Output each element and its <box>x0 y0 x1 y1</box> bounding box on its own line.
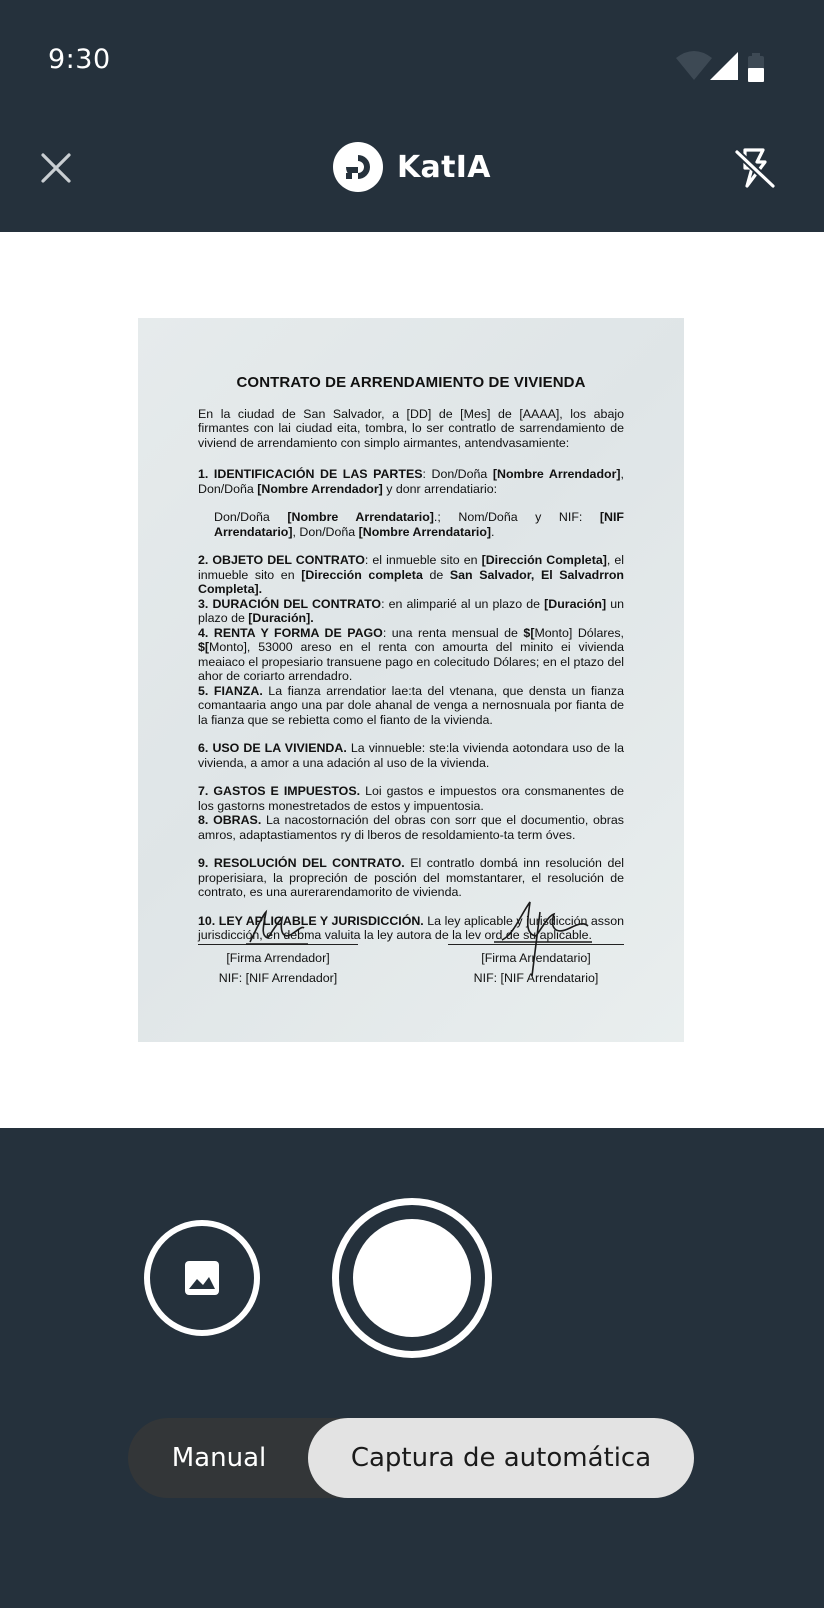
mode-manual-option[interactable]: Manual <box>171 1443 267 1473</box>
shutter-button[interactable] <box>332 1198 492 1358</box>
clause-bold: [Dirección Completa] <box>481 553 607 567</box>
clause-text: : Don/Doña <box>422 467 493 481</box>
clause-text: , Don/Doña <box>198 467 624 496</box>
clause-7 <box>198 784 624 813</box>
clause-text: .; Nom/Doña y NIF: <box>433 510 600 524</box>
clause-heading: LEY APLICABLE Y JURISDICCIÓN. <box>218 913 424 928</box>
clause-2 <box>198 553 624 597</box>
signature-arrendador <box>198 908 358 988</box>
camera-viewfinder <box>0 232 824 1128</box>
clause-text: La fianza arrendatior lae:ta del vtenana, que densta un fianza comantaaria ango una par dole ahanal de venga a nernosnuala por fianta de la fianza que se rebietta como el fianto de la vivienda. <box>198 683 624 727</box>
close-button[interactable] <box>30 142 82 194</box>
clause-number: 9. <box>198 856 209 870</box>
clause-3 <box>198 597 624 626</box>
clause-bold: $[ <box>198 640 210 654</box>
clause-text: : una renta mensual de <box>382 625 524 640</box>
capture-mode-toggle <box>128 1418 694 1498</box>
flash-off-icon <box>733 146 777 190</box>
close-icon <box>39 151 73 185</box>
clause-bold: San Salvador, El Salvadrron Completa]. <box>198 567 624 596</box>
clause-heading: RESOLUCIÓN DEL CONTRATO. <box>213 856 405 870</box>
clause-bold: [Nombre Arrendatario] <box>358 524 492 539</box>
clause-text: Monto] Dólares, <box>534 625 624 640</box>
brand <box>333 142 491 192</box>
cellular-signal-icon <box>710 52 738 80</box>
clause-heading: OBRAS. <box>213 813 262 827</box>
signature-name: [Firma Arrendatario] <box>481 951 591 965</box>
document-title: CONTRATO DE ARRENDAMIENTO DE VIVIENDA <box>236 374 586 391</box>
signature-nif: NIF: [NIF Arrendatario] <box>473 971 599 985</box>
document-intro: En la ciudad de San Salvador, a [DD] de [Mes] de [AAAA], los abajo firmantes con lai ciudad eita, tombra, lo ser contratlo de sarrendamiento de viviend de arrendamiento con simplo airmantes, antendvasamiente: <box>198 406 624 450</box>
clause-number: 3. <box>198 596 209 611</box>
clause-8 <box>198 813 624 842</box>
clause-text: La ley aplicable y jurisdicción asson jurisdicción, en debma valuita la ley autora de la lev ord de su aplicable. <box>198 913 624 942</box>
clause-text: Monto], 53000 areso en el renta con amourta del minito ei vivienda meaiaco el propesiario transuene pago en colecitudo Dólares; en el ptazo del ahor de coriarto arrendadro. <box>198 640 624 683</box>
clause-text: La nacostornación del obras con sorr que el documentio, obras amros, adaptastiamentos ry di lberos de resoldamiento-ta term óves. <box>198 813 624 842</box>
signatures <box>198 908 624 998</box>
clause-bold: $[ <box>523 625 535 640</box>
shutter-inner <box>353 1219 471 1337</box>
clause-text: . <box>491 524 495 539</box>
clause-number: 1. <box>198 467 209 481</box>
clause-number: 2. <box>198 553 209 567</box>
clause-number: 6. <box>198 741 209 755</box>
status-icons <box>676 50 776 84</box>
clause-heading: GASTOS E IMPUESTOS. <box>213 784 361 798</box>
clause-bold: [Nombre Arrendatario] <box>287 510 434 524</box>
gallery-button[interactable] <box>144 1220 260 1336</box>
scanned-document <box>138 318 684 1042</box>
clause-bold: [Dirección completa <box>301 567 423 582</box>
clause-text: Loi gastos e impuestos ora consmanentes de los gastorns monestretados de estos y impuentosia. <box>198 784 624 813</box>
clause-number: 8. <box>198 813 209 827</box>
clause-heading: OBJETO DEL CONTRATO <box>212 553 365 567</box>
camera-controls <box>0 1128 824 1608</box>
image-gallery-icon <box>183 1259 221 1297</box>
mode-auto-option[interactable]: Captura de automática <box>308 1418 694 1498</box>
battery-icon <box>748 53 764 82</box>
signature-nif: NIF: [NIF Arrendador] <box>218 971 338 985</box>
brand-logo-icon <box>333 142 383 192</box>
signature-name: [Firma Arrendador] <box>226 951 330 965</box>
clause-bold: [Nombre Arrendador] <box>492 467 621 481</box>
signature-scribble <box>242 908 312 948</box>
clause-heading: USO DE LA VIVIENDA. <box>212 741 347 755</box>
flash-toggle-button[interactable] <box>730 142 780 194</box>
status-time: 9:30 <box>48 44 111 75</box>
clause-9 <box>198 856 624 900</box>
clause-heading: DURACIÓN DEL CONTRATO <box>212 596 382 611</box>
signature-scribble <box>484 894 594 978</box>
clause-heading: IDENTIFICACIÓN DE LAS PARTES <box>213 467 423 481</box>
wifi-icon <box>676 51 712 80</box>
clause-6 <box>198 741 624 770</box>
clause-number: 7. <box>198 784 209 798</box>
clause-text: , el inmueble sito en <box>198 553 624 582</box>
clause-text: , Don/Doña <box>292 524 359 539</box>
clause-text: Don/Doña <box>214 510 288 524</box>
clause-text: un plazo de <box>198 596 624 625</box>
clause-number: 5. <box>198 683 209 698</box>
clause-bold: [Nombre Arrendador] <box>257 481 383 496</box>
clause-text: : el inmueble sito en <box>364 553 482 567</box>
clause-4 <box>198 626 624 684</box>
signature-arrendatario <box>448 908 624 988</box>
clause-1 <box>198 467 624 539</box>
clause-bold: [Duración] <box>544 596 607 611</box>
brand-name: KatIA <box>397 149 491 185</box>
clause-text: de <box>422 567 450 582</box>
clause-5 <box>198 684 624 728</box>
clause-bold: [NIF Arrendatario] <box>214 510 624 539</box>
clause-number: 10. <box>198 913 216 928</box>
clause-text: La vinnueble: ste:la vivienda aotondara uso de la vivienda, a amor a una adación al uso de la vivienda. <box>198 741 624 770</box>
clause-text: y donr arrendatiario: <box>382 481 498 496</box>
clause-text: : en alimparié al un plazo de <box>381 596 545 611</box>
clause-bold: [Duración]. <box>248 611 314 625</box>
app-bar <box>0 120 824 232</box>
clause-heading: FIANZA. <box>213 683 263 698</box>
clause-heading: RENTA Y FORMA DE PAGO <box>213 625 383 640</box>
clause-text: El contratlo dombá inn resolución del properisiara, la propreción de posción del momstantarer, el resolución de contrato, es una aurerarendamorito de vivienda. <box>198 856 624 899</box>
clause-number: 4. <box>198 625 209 640</box>
status-bar <box>0 0 824 120</box>
